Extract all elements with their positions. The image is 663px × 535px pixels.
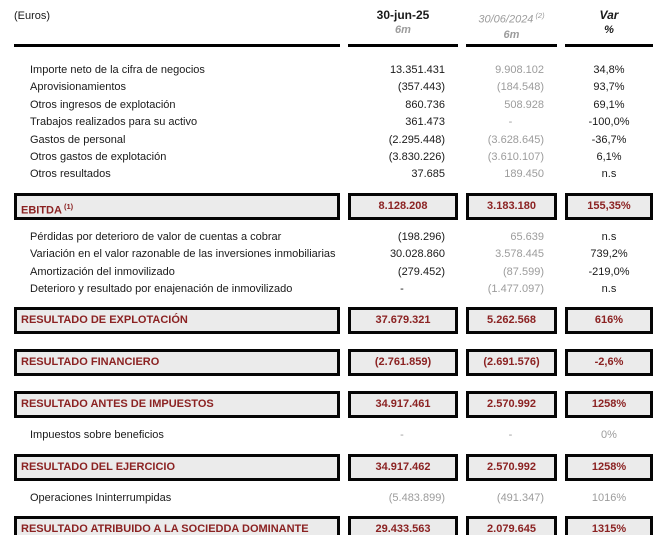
value-current-period: 37.679.321 <box>348 307 458 334</box>
row-label: EBITDA $^{(1)}$ <box>14 193 340 220</box>
prior-period-date: 30/06/2024 <box>478 13 534 26</box>
table-row <box>14 97 653 114</box>
row-label: Pérdidas por deterioro de valor de cuentas a cobrar <box>30 230 282 243</box>
value-variation: -2,6% <box>565 349 653 376</box>
row-label: RESULTADO ANTES DE IMPUESTOS <box>14 391 340 418</box>
value-current-period: 30.028.860 <box>389 248 445 261</box>
value-prior-period: 189.450 <box>504 168 544 181</box>
column-header-current-period <box>348 8 458 47</box>
total-row <box>14 193 653 220</box>
total-row <box>14 349 653 376</box>
value-current-period: (5.483.899) <box>388 491 445 504</box>
row-label: Deterioro y resultado por enajenación de inmovilizado <box>30 282 293 295</box>
table-row <box>14 132 653 149</box>
value-prior-period: 2.570.992 <box>466 391 557 418</box>
row-label: Importe neto de la cifra de negocios <box>30 64 205 76</box>
value-prior-period: (1.477.097) <box>487 282 544 295</box>
table-row <box>14 114 653 131</box>
value-prior-period: - <box>508 116 513 129</box>
value-variation: -219,0% <box>588 265 630 278</box>
value-current-period: 29.433.563 <box>348 516 458 535</box>
value-variation: 616% <box>565 307 653 334</box>
row-label: Otros gastos de explotación <box>30 150 167 163</box>
unit-label: (Euros) <box>14 8 340 47</box>
value-current-period: 860.736 <box>405 98 445 111</box>
table-body <box>14 62 653 535</box>
value-variation: 739,2% <box>590 248 628 261</box>
value-variation: n.s <box>601 282 617 295</box>
row-label: RESULTADO DE EXPLOTACIÓN <box>14 307 340 334</box>
table-row <box>14 149 653 166</box>
row-label: Otros ingresos de explotación <box>30 98 176 111</box>
table-row <box>14 490 653 507</box>
value-prior-period: 65.639 <box>510 230 544 243</box>
row-label: Trabajos realizados para su activo <box>30 116 198 129</box>
value-prior-period: (184.548) <box>496 81 544 94</box>
value-variation: 1258% <box>565 454 653 481</box>
row-label: Operaciones Ininterrumpidas <box>30 491 172 504</box>
value-prior-period: 2.079.645 <box>466 516 557 535</box>
total-row <box>14 454 653 481</box>
value-current-period: 37.685 <box>411 168 445 181</box>
value-variation: 6,1% <box>596 150 622 163</box>
value-prior-period: (3.628.645) <box>487 133 544 146</box>
value-prior-period: 2.570.992 <box>466 454 557 481</box>
value-prior-period: - <box>508 429 513 442</box>
table-row <box>14 427 653 444</box>
value-variation: 34,8% <box>593 64 625 76</box>
value-variation: 69,1% <box>593 98 625 111</box>
row-label: Amortización del inmovilizado <box>30 265 175 278</box>
value-variation: 1315% <box>565 516 653 535</box>
column-header-variation <box>565 8 653 47</box>
value-variation: 1016% <box>591 491 627 504</box>
total-row <box>14 391 653 418</box>
column-header-prior-period <box>466 8 557 47</box>
value-variation: n.s <box>601 168 617 181</box>
value-current-period: (279.452) <box>397 265 445 278</box>
value-current-period: 361.473 <box>405 116 445 129</box>
variation-subtitle: % <box>604 24 614 36</box>
value-prior-period: (3.610.107) <box>487 150 544 163</box>
table-row <box>14 281 653 298</box>
value-variation: 155,35% <box>565 193 653 220</box>
value-prior-period: 508.928 <box>504 98 544 111</box>
value-prior-period: 3.183.180 <box>466 193 557 220</box>
table-row <box>14 62 653 79</box>
row-label: RESULTADO DEL EJERCICIO <box>14 454 340 481</box>
table-row <box>14 79 653 96</box>
value-current-period: - <box>400 282 404 295</box>
total-row <box>14 516 653 535</box>
row-label: Aprovisionamientos <box>30 81 126 94</box>
table-row <box>14 229 653 246</box>
value-variation: 1258% <box>565 391 653 418</box>
total-row <box>14 307 653 334</box>
table-row <box>14 166 653 183</box>
table-header <box>14 8 653 44</box>
value-variation: 93,7% <box>593 81 625 94</box>
footnote-marker-2: (2) <box>535 11 545 20</box>
value-current-period: 34.917.462 <box>348 454 458 481</box>
current-period-subtitle: 6m <box>395 24 411 36</box>
current-period-title: 30-jun-25 <box>376 8 430 22</box>
value-current-period: (357.443) <box>397 81 445 94</box>
prior-period-subtitle: 6m <box>503 28 520 41</box>
value-current-period: (2.295.448) <box>388 133 445 146</box>
value-prior-period: (2.691.576) <box>466 349 557 376</box>
footnote-marker-1: (1) <box>63 201 74 211</box>
value-variation: -36,7% <box>591 133 627 146</box>
row-label: Variación en el valor razonable de las inversiones inmobiliarias <box>30 248 336 261</box>
value-current-period: - <box>400 429 404 442</box>
value-current-period: 34.917.461 <box>348 391 458 418</box>
value-prior-period: 9.908.102 <box>495 64 544 76</box>
value-prior-period: 5.262.568 <box>466 307 557 334</box>
value-variation: n.s <box>601 230 617 243</box>
row-label: Impuestos sobre beneficios <box>30 429 164 442</box>
table-row <box>14 264 653 281</box>
row-label: Gastos de personal <box>30 133 126 146</box>
row-label: Otros resultados <box>30 168 111 181</box>
row-label: RESULTADO FINANCIERO <box>14 349 340 376</box>
value-variation: -100,0% <box>588 116 630 129</box>
value-current-period: 13.351.431 <box>389 64 445 76</box>
prior-period-title <box>466 8 557 28</box>
value-current-period: (198.296) <box>397 230 445 243</box>
value-variation: 0% <box>601 429 617 442</box>
value-prior-period: (491.347) <box>496 491 544 504</box>
value-current-period: (2.761.859) <box>348 349 458 376</box>
table-row <box>14 246 653 263</box>
variation-title: Var <box>599 8 619 22</box>
value-prior-period: 3.578.445 <box>495 248 544 261</box>
value-current-period: 8.128.208 <box>348 193 458 220</box>
value-current-period: (3.830.226) <box>388 150 445 163</box>
row-label: RESULTADO ATRIBUIDO A LA SOCIEDDA DOMINANTE <box>14 516 340 535</box>
value-prior-period: (87.599) <box>503 265 544 278</box>
